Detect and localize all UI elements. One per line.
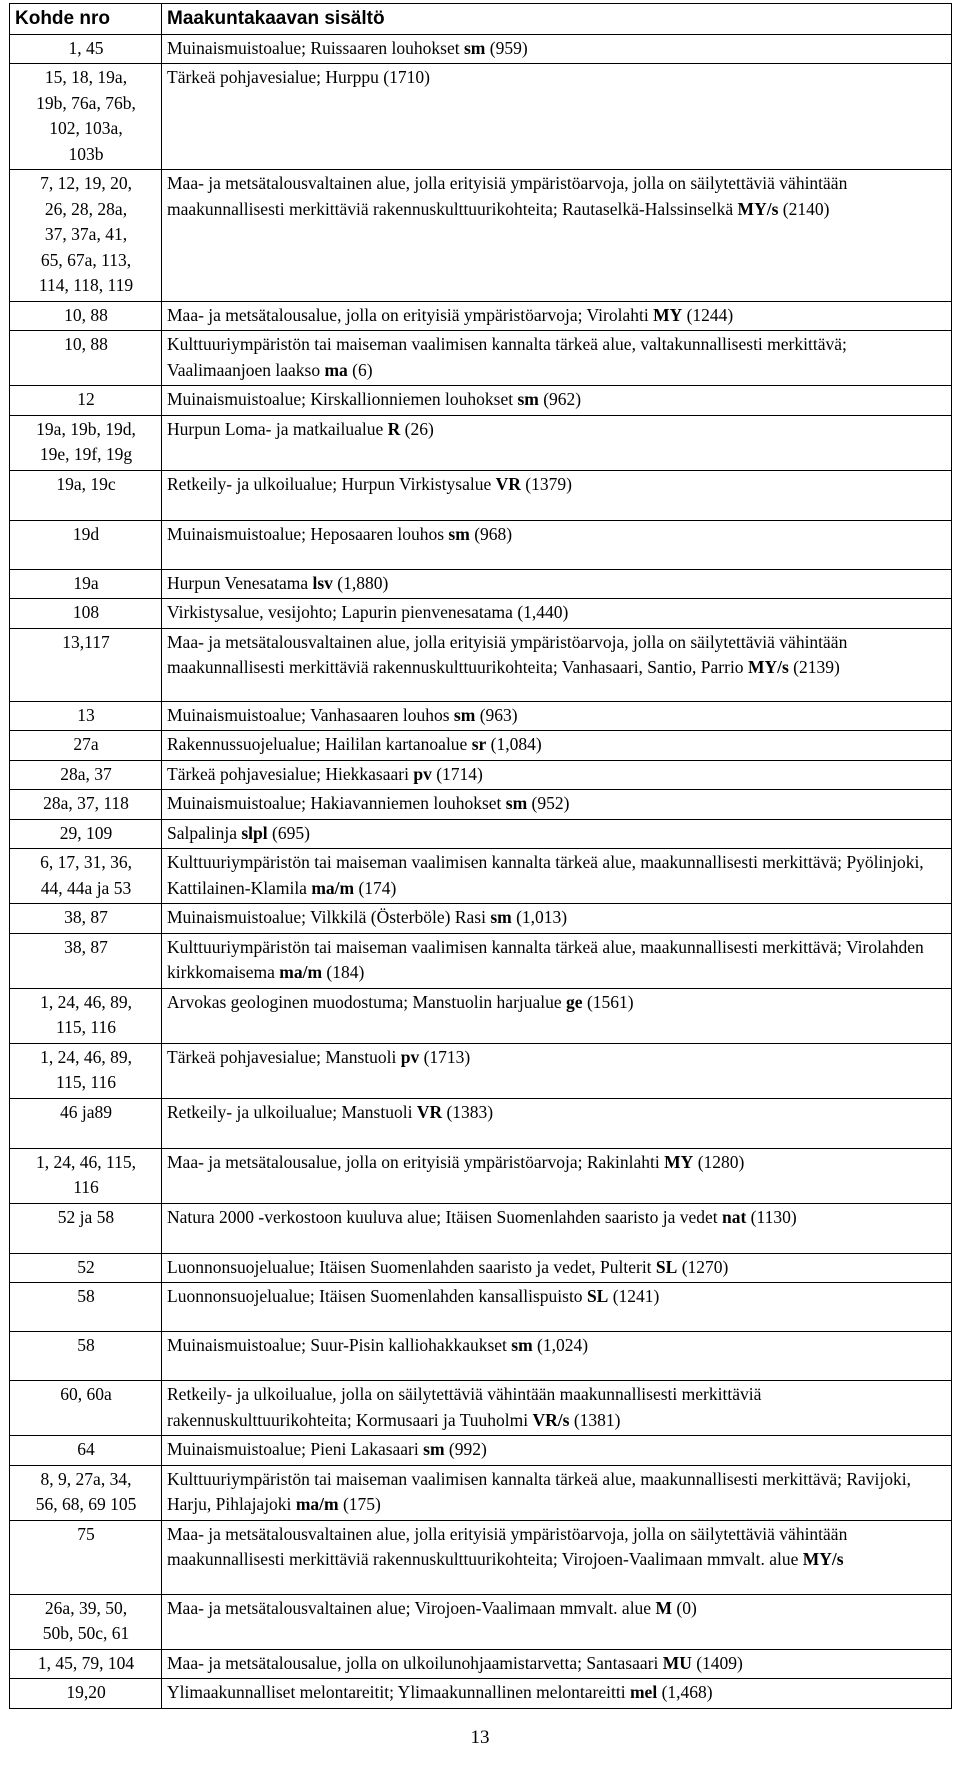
- page-number: 13: [470, 1727, 490, 1748]
- sisalto-cell: [162, 760, 952, 790]
- table-row: [10, 170, 952, 302]
- sisalto-cell: [162, 1465, 952, 1520]
- table-row: [10, 819, 952, 849]
- sisalto-cell: [162, 331, 952, 386]
- area-number: (1379): [520, 473, 572, 494]
- sisalto-cell: [162, 1594, 952, 1649]
- sisalto-cell: [162, 520, 952, 569]
- kohde-cell: [10, 1520, 162, 1594]
- table-row: [10, 1649, 952, 1679]
- sisalto-cell: [162, 1381, 952, 1436]
- table-row: [10, 1283, 952, 1332]
- kohde-line: 1, 45: [68, 37, 104, 58]
- kohde-cell: [10, 933, 162, 988]
- kohde-line: 58: [77, 1335, 95, 1355]
- zoning-code: MU: [662, 1652, 692, 1673]
- kohde-cell: [10, 34, 162, 64]
- table-row: [10, 1594, 952, 1649]
- table-row: [10, 1436, 952, 1466]
- area-number: (1409): [691, 1652, 743, 1673]
- kohde-line: 38, 87: [64, 907, 108, 927]
- table-header-row: [10, 4, 952, 35]
- kohde-cell: [10, 790, 162, 820]
- zoning-code: sm: [511, 1335, 533, 1355]
- sisalto-cell: [162, 1520, 952, 1594]
- area-number: (1,024): [532, 1335, 589, 1355]
- kohde-cell: [10, 731, 162, 761]
- kohde-line: 28a, 37, 118: [43, 793, 129, 813]
- table-row: [10, 1465, 952, 1520]
- sisalto-text: Luonnonsuojelualue; Itäisen Suomenlahden saaristo ja vedet, Pulterit: [167, 1256, 656, 1277]
- table-row: [10, 386, 952, 416]
- kohde-line: 26a, 39, 50,: [44, 1597, 128, 1618]
- kohde-cell: [10, 1436, 162, 1466]
- sisalto-cell: [162, 628, 952, 701]
- table-row: [10, 933, 952, 988]
- zoning-code: ma: [324, 359, 348, 380]
- sisalto-cell: [162, 1098, 952, 1148]
- table-row: [10, 628, 952, 701]
- zoning-code: sm: [517, 389, 539, 409]
- sisalto-cell: [162, 819, 952, 849]
- area-number: (1,468): [657, 1682, 713, 1702]
- table-row: [10, 64, 952, 170]
- kohde-line: 19,20: [66, 1682, 106, 1702]
- sisalto-text: Maa- ja metsätalousvaltainen alue, jolla erityisiä ympäristöarvoja, jolla on säilytettäviä vähintään maakunnallisesti merkittäviä rakennuskulttuurikohteita; Rautaselkä-Halssinselkä: [167, 173, 848, 219]
- area-number: (952): [527, 793, 570, 813]
- zoning-code: MY/s: [802, 1549, 844, 1569]
- sisalto-text: Muinaismuistoalue; Kirskallionniemen louhokset: [167, 389, 518, 409]
- kohde-line: 19b, 76a, 76b,: [36, 92, 136, 113]
- sisalto-text: Muinaismuistoalue; Vanhasaaren louhos: [167, 704, 454, 725]
- kohde-cell: [10, 415, 162, 470]
- area-number: (175): [338, 1494, 381, 1514]
- zoning-code: VR: [495, 473, 521, 494]
- kohde-line: 58: [77, 1286, 95, 1306]
- table-row: [10, 760, 952, 790]
- sisalto-cell: [162, 1043, 952, 1098]
- table-row: [10, 470, 952, 520]
- area-number: (6): [347, 359, 373, 380]
- sisalto-cell: [162, 988, 952, 1043]
- kohde-line: 19e, 19f, 19g: [39, 444, 133, 464]
- zoning-code: MY/s: [747, 657, 789, 677]
- sisalto-cell: [162, 1203, 952, 1253]
- sisalto-text: Tärkeä pohjavesialue; Hiekkasaari: [167, 763, 414, 784]
- area-number: (1241): [608, 1286, 660, 1306]
- zoning-code: sm: [463, 37, 486, 58]
- kohde-line: 26, 28, 28a,: [44, 198, 128, 219]
- kohde-cell: [10, 170, 162, 302]
- sisalto-text: Retkeily- ja ulkoilualue; Manstuoli: [167, 1101, 417, 1122]
- zoning-code: SL: [655, 1256, 678, 1277]
- kohde-line: 52 ja 58: [57, 1206, 115, 1227]
- kohde-line: 27a: [73, 734, 99, 754]
- sisalto-text: Muinaismuistoalue; Vilkkilä (Österböle) Rasi: [167, 907, 491, 927]
- kohde-line: 115, 116: [56, 1072, 116, 1092]
- table-row: [10, 520, 952, 569]
- sisalto-cell: [162, 1649, 952, 1679]
- sisalto-cell: [162, 64, 952, 170]
- kohde-line: 19a: [73, 572, 99, 593]
- table-row: [10, 731, 952, 761]
- kohde-line: 19a, 19b, 19d,: [36, 418, 136, 439]
- sisalto-cell: [162, 790, 952, 820]
- kohde-line: 38, 87: [64, 936, 108, 957]
- kohde-line: 1, 24, 46, 89,: [40, 991, 132, 1012]
- sisalto-cell: [162, 569, 952, 599]
- zoning-code: M: [655, 1597, 672, 1618]
- kohde-cell: [10, 701, 162, 731]
- kohde-cell: [10, 1649, 162, 1679]
- sisalto-text: Maa- ja metsätalousvaltainen alue; Virojoen-Vaalimaan mmvalt. alue: [167, 1597, 656, 1618]
- sisalto-text: Salpalinja: [167, 822, 242, 843]
- sisalto-cell: [162, 1332, 952, 1381]
- kohde-line: 10, 88: [64, 304, 108, 325]
- zoning-code: sm: [448, 523, 470, 544]
- sisalto-cell: [162, 701, 952, 731]
- sisalto-text: Muinaismuistoalue; Heposaaren louhos: [167, 523, 449, 544]
- table-row: [10, 988, 952, 1043]
- zoning-code: sr: [471, 734, 487, 754]
- sisalto-text: Muinaismuistoalue; Pieni Lakasaari: [167, 1439, 424, 1459]
- table-row: [10, 1043, 952, 1098]
- table-row: [10, 1203, 952, 1253]
- table-row: [10, 849, 952, 904]
- sisalto-text: Maa- ja metsätalousvaltainen alue, jolla erityisiä ympäristöarvoja, jolla on säilytettäviä vähintään maakunnallisesti merkittäviä rakennuskulttuurikohteita; Vanhasaari, Santio, Parrio: [167, 631, 848, 677]
- area-number: (1713): [419, 1046, 471, 1067]
- kohde-cell: [10, 1381, 162, 1436]
- zoning-code: pv: [400, 1046, 420, 1067]
- kohde-line: 13,117: [62, 631, 110, 652]
- kohde-line: 75: [77, 1523, 95, 1544]
- sisalto-cell: [162, 599, 952, 629]
- kohde-cell: [10, 1203, 162, 1253]
- kohde-cell: [10, 1594, 162, 1649]
- sisalto-cell: [162, 1148, 952, 1203]
- sisalto-text: Kulttuuriympäristön tai maiseman vaalimisen kannalta tärkeä alue, valtakunnallisesti merkittävä; Vaalimaanjoen laakso: [167, 334, 847, 380]
- kohde-line: 65, 67a, 113,: [40, 249, 132, 270]
- zoning-code: ma/m: [311, 877, 355, 898]
- sisalto-text: Kulttuuriympäristön tai maiseman vaalimisen kannalta tärkeä alue, maakunnallisesti merkittävä; Ravijoki, Harju, Pihlajajoki: [167, 1468, 912, 1514]
- zoning-code: sm: [453, 704, 476, 725]
- kohde-cell: [10, 569, 162, 599]
- area-number: (695): [267, 822, 310, 843]
- kohde-cell: [10, 1679, 162, 1709]
- area-number: (1130): [746, 1206, 797, 1227]
- sisalto-cell: [162, 1283, 952, 1332]
- sisalto-text: Tärkeä pohjavesialue; Manstuoli: [167, 1046, 401, 1067]
- kohde-line: 1, 24, 46, 115,: [36, 1151, 136, 1172]
- sisalto-cell: [162, 170, 952, 302]
- kohde-cell: [10, 819, 162, 849]
- sisalto-cell: [162, 1436, 952, 1466]
- zoning-code: ma/m: [279, 962, 323, 982]
- sisalto-cell: [162, 470, 952, 520]
- sisalto-text: Retkeily- ja ulkoilualue, jolla on säilytettäviä vähintään maakunnallisesti merkittäviä rakennuskulttuurikohteita; Kormusaari ja Tuuholmi: [167, 1384, 762, 1430]
- table-row: [10, 1520, 952, 1594]
- kohde-cell: [10, 301, 162, 331]
- sisalto-text: Rakennussuojelualue; Haililan kartanoalue: [167, 734, 472, 754]
- kohde-line: 12: [77, 389, 95, 409]
- sisalto-cell: [162, 1679, 952, 1709]
- kohde-cell: [10, 904, 162, 934]
- table-row: [10, 301, 952, 331]
- kohde-line: 1, 45, 79, 104: [37, 1652, 135, 1673]
- area-number: (174): [354, 877, 397, 898]
- kohde-line: 7, 12, 19, 20,: [40, 173, 132, 193]
- table-row: [10, 331, 952, 386]
- kohde-line: 28a, 37: [60, 763, 112, 784]
- area-number: (1383): [442, 1101, 494, 1122]
- sisalto-cell: [162, 849, 952, 904]
- kohde-line: 116: [73, 1177, 99, 1197]
- table-row: [10, 1332, 952, 1381]
- kohde-line: 44, 44a ja 53: [40, 877, 132, 898]
- table-row: [10, 569, 952, 599]
- kohde-cell: [10, 470, 162, 520]
- area-number: (1381): [569, 1409, 621, 1430]
- kohde-cell: [10, 1043, 162, 1098]
- area-number: (184): [322, 962, 365, 982]
- sisalto-cell: [162, 1253, 952, 1283]
- table-row: [10, 1098, 952, 1148]
- area-number: (992): [444, 1439, 487, 1459]
- area-number: (26): [400, 418, 434, 439]
- table-row: [10, 1148, 952, 1203]
- kohde-line: 1, 24, 46, 89,: [40, 1046, 132, 1067]
- sisalto-text: Luonnonsuojelualue; Itäisen Suomenlahden kansallispuisto: [167, 1286, 587, 1306]
- kohde-line: 102, 103a,: [49, 118, 123, 138]
- area-number: (1280): [693, 1151, 745, 1172]
- kohde-line: 19d: [72, 523, 100, 544]
- sisalto-cell: [162, 731, 952, 761]
- table-row: [10, 790, 952, 820]
- header-kohde-nro: Kohde nro: [10, 4, 162, 35]
- kohde-cell: [10, 628, 162, 701]
- kohde-cell: [10, 760, 162, 790]
- zoning-code: lsv: [312, 572, 333, 593]
- sisalto-text: Hurpun Loma- ja matkailualue: [167, 418, 388, 439]
- kohde-line: 10, 88: [64, 334, 108, 354]
- zoning-code: sm: [505, 793, 528, 813]
- area-number: (1,084): [486, 734, 542, 754]
- kohde-line: 15, 18, 19a,: [44, 67, 128, 87]
- table-row: [10, 1679, 952, 1709]
- zoning-code: pv: [413, 763, 432, 784]
- kohde-line: 29, 109: [59, 822, 113, 843]
- area-number: (959): [485, 37, 528, 58]
- kohde-cell: [10, 849, 162, 904]
- zoning-code: mel: [629, 1682, 658, 1702]
- table-row: [10, 415, 952, 470]
- area-number: (963): [475, 704, 518, 725]
- sisalto-text: Arvokas geologinen muodostuma; Manstuolin harjualue: [167, 991, 567, 1012]
- sisalto-text: Maa- ja metsätalousalue, jolla on erityisiä ympäristöarvoja; Rakinlahti: [167, 1151, 665, 1172]
- area-number: (2140): [778, 198, 830, 219]
- table-row: [10, 1381, 952, 1436]
- kohde-line: 108: [72, 602, 100, 622]
- kohde-line: 6, 17, 31, 36,: [40, 852, 132, 872]
- zoning-code: MY: [653, 304, 683, 325]
- sisalto-text: Ylimaakunnalliset melontareitit; Ylimaakunnallinen melontareitti: [167, 1682, 630, 1702]
- kohde-line: 46 ja89: [59, 1101, 112, 1122]
- area-number: (962): [538, 389, 582, 409]
- zoning-code: VR: [416, 1101, 443, 1122]
- kohde-line: 50b, 50c, 61: [42, 1623, 130, 1643]
- kohde-cell: [10, 1332, 162, 1381]
- kohde-line: 64: [77, 1439, 95, 1459]
- table-row: [10, 1253, 952, 1283]
- sisalto-cell: [162, 34, 952, 64]
- kohde-cell: [10, 988, 162, 1043]
- area-number: (1714): [431, 763, 483, 784]
- sisalto-text: Retkeily- ja ulkoilualue; Hurpun Virkistysalue: [167, 473, 496, 494]
- sisalto-text: Muinaismuistoalue; Ruissaaren louhokset: [167, 37, 464, 58]
- sisalto-cell: [162, 904, 952, 934]
- zoning-code: MY: [664, 1151, 694, 1172]
- area-number: (1561): [582, 991, 634, 1012]
- kohde-cell: [10, 599, 162, 629]
- kohde-cell: [10, 386, 162, 416]
- area-number: (2139): [788, 657, 840, 677]
- kohde-cell: [10, 520, 162, 569]
- sisalto-text: Muinaismuistoalue; Suur-Pisin kalliohakkaukset: [167, 1335, 512, 1355]
- area-number: (1,013): [511, 907, 568, 927]
- kohde-line: 114, 118, 119: [38, 275, 134, 295]
- area-number: (1270): [677, 1256, 729, 1277]
- kohde-line: 8, 9, 27a, 34,: [40, 1468, 132, 1489]
- kohde-cell: [10, 1148, 162, 1203]
- zoning-code: VR/s: [532, 1409, 570, 1430]
- zoning-code: ma/m: [295, 1494, 339, 1514]
- zoning-code: SL: [586, 1286, 609, 1306]
- zoning-code: R: [387, 418, 401, 439]
- table-row: [10, 904, 952, 934]
- kohde-line: 13: [77, 704, 95, 725]
- header-sisalto: Maakuntakaavan sisältö: [162, 4, 952, 35]
- table-row: [10, 599, 952, 629]
- zoning-code: MY/s: [737, 198, 779, 219]
- zoning-table: [9, 3, 952, 1709]
- sisalto-text: Natura 2000 -verkostoon kuuluva alue; Itäisen Suomenlahden saaristo ja vedet: [167, 1206, 722, 1227]
- zoning-code: ge: [566, 991, 583, 1012]
- table-row: [10, 701, 952, 731]
- kohde-cell: [10, 1465, 162, 1520]
- kohde-cell: [10, 64, 162, 170]
- area-number: (968): [469, 523, 513, 544]
- sisalto-cell: [162, 301, 952, 331]
- zoning-code: nat: [721, 1206, 747, 1227]
- sisalto-text: Maa- ja metsätalousalue, jolla on erityisiä ympäristöarvoja; Virolahti: [167, 304, 654, 325]
- sisalto-text: Kulttuuriympäristön tai maiseman vaalimisen kannalta tärkeä alue, maakunnallisesti merkittävä; Virolahden kirkkomaisema: [167, 936, 924, 982]
- kohde-cell: [10, 1253, 162, 1283]
- area-number: (1244): [682, 304, 734, 325]
- sisalto-text: Maa- ja metsätalousalue, jolla on ulkoilunohjaamistarvetta; Santasaari: [167, 1652, 663, 1673]
- kohde-line: 103b: [68, 143, 104, 164]
- table-row: [10, 34, 952, 64]
- zoning-code: sm: [423, 1439, 445, 1459]
- zoning-code: sm: [490, 907, 512, 927]
- sisalto-text: Muinaismuistoalue; Hakiavanniemen louhokset: [167, 793, 506, 813]
- sisalto-cell: [162, 386, 952, 416]
- kohde-cell: [10, 1098, 162, 1148]
- sisalto-text: Maa- ja metsätalousvaltainen alue, jolla erityisiä ympäristöarvoja, jolla on säilytettäviä vähintään maakunnallisesti merkittäviä rakennuskulttuurikohteita; Virojoen-Vaalimaan mmvalt. alue: [167, 1523, 848, 1569]
- sisalto-text: Kulttuuriympäristön tai maiseman vaalimisen kannalta tärkeä alue, maakunnallisesti merkittävä; Pyölinjoki, Kattilainen-Klamila: [167, 852, 924, 898]
- kohde-line: 19a, 19c: [56, 473, 116, 494]
- kohde-line: 115, 116: [56, 1017, 116, 1037]
- kohde-cell: [10, 331, 162, 386]
- kohde-line: 56, 68, 69 105: [35, 1494, 137, 1514]
- sisalto-cell: [162, 415, 952, 470]
- kohde-cell: [10, 1283, 162, 1332]
- kohde-line: 60, 60a: [60, 1384, 112, 1404]
- sisalto-text: Tärkeä pohjavesialue; Hurppu (1710): [167, 67, 430, 87]
- table-body: [10, 34, 952, 1708]
- kohde-line: 37, 37a, 41,: [44, 224, 128, 244]
- sisalto-text: Hurpun Venesatama: [167, 572, 313, 593]
- zoning-code: slpl: [241, 822, 268, 843]
- kohde-line: 52: [77, 1256, 95, 1277]
- sisalto-text: Virkistysalue, vesijohto; Lapurin pienvenesatama (1,440): [167, 602, 569, 622]
- area-number: (1,880): [332, 572, 389, 593]
- sisalto-cell: [162, 933, 952, 988]
- area-number: (0): [672, 1597, 697, 1618]
